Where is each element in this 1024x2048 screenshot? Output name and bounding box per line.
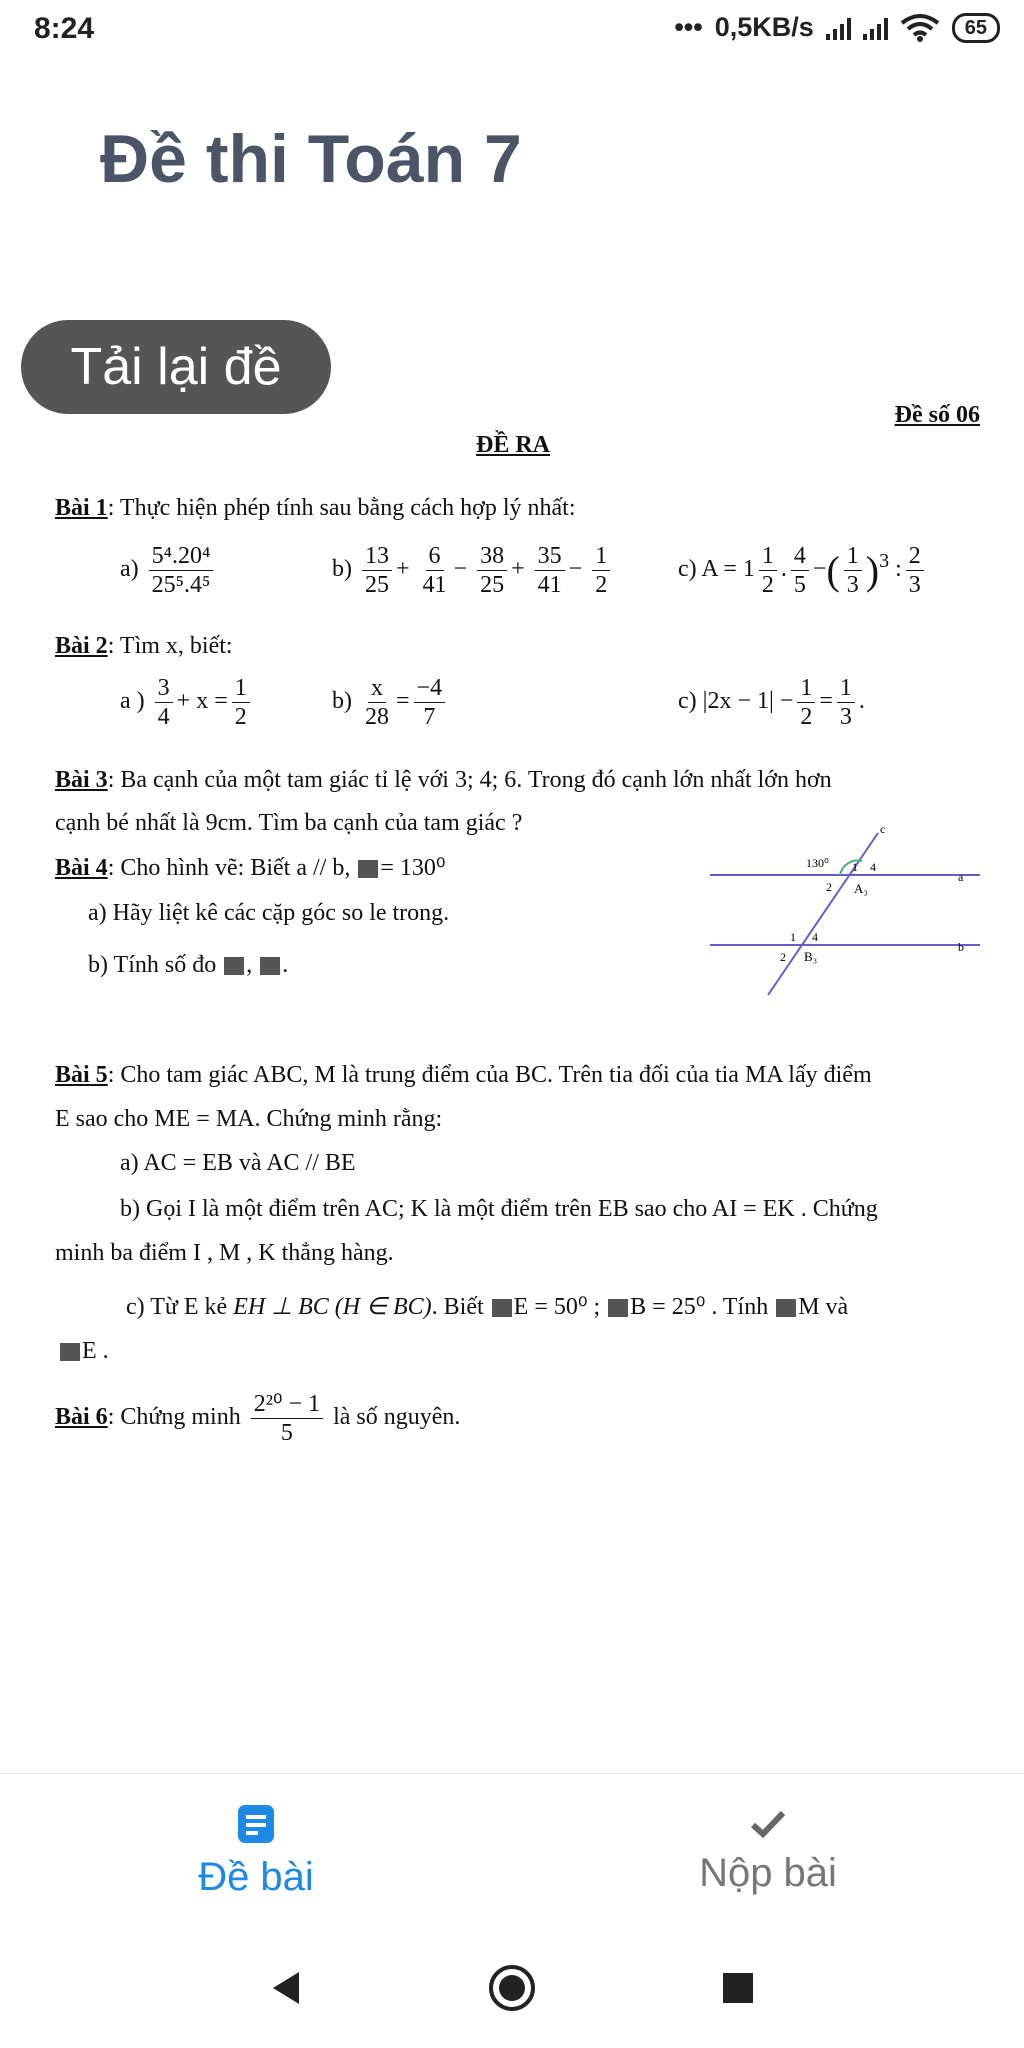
battery-icon: 65 [952, 13, 1000, 43]
problem-5c [126, 1292, 848, 1321]
label-2-bot: 2 [780, 950, 786, 964]
frac [362, 542, 392, 599]
problem-2-label: Bài 2 [55, 633, 108, 659]
frac-num: 4 [791, 542, 809, 571]
problem-1a [120, 542, 217, 599]
operator: + [511, 556, 525, 583]
operator: − [779, 688, 794, 715]
frac-den: 5 [280, 1420, 293, 1446]
expr: |2x − 1| [702, 688, 774, 715]
check-icon [748, 1807, 788, 1841]
status-time: 8:24 [34, 12, 95, 45]
frac-den: 7 [423, 704, 436, 730]
problem-5-line-1 [55, 1062, 872, 1089]
parallel-lines-figure [700, 825, 990, 1000]
problem-5b-line-2: minh ba điểm I , M , K thẳng hàng. [55, 1240, 394, 1266]
problem-2-line [55, 633, 233, 660]
problem-2c-letter: c) [678, 688, 697, 715]
label-1-top: 1 [852, 860, 858, 874]
problem-5-text-1: : Cho tam giác ABC, M là trung điểm của BC. Trên tia đối của tia MA lấy điểm [107, 1062, 872, 1088]
label-angle: 130⁰ [806, 856, 829, 870]
operator: + [396, 556, 410, 583]
frac [791, 542, 809, 599]
problem-1b [332, 542, 614, 599]
status-bar [0, 0, 1024, 62]
label-2-top: 2 [826, 880, 832, 894]
expr: A = 1 [701, 556, 755, 583]
problem-5c-angle-3: M và [798, 1294, 849, 1320]
frac [414, 674, 446, 731]
frac-num: x [368, 674, 386, 703]
problem-3-line-1 [55, 767, 832, 794]
frac-den: 2 [595, 572, 608, 598]
problem-5c-prefix: c) Từ E kẻ [126, 1294, 228, 1320]
problem-2b-letter: b) [332, 688, 352, 715]
problem-2b [332, 674, 449, 731]
frac-num: 3 [155, 674, 173, 703]
exam-document [0, 390, 1024, 1470]
frac-num: 6 [426, 542, 444, 571]
operator: − [453, 556, 468, 583]
problem-1c-letter: c) [678, 556, 697, 583]
problem-4-angle-value: = 130⁰ [380, 855, 446, 881]
angle-symbol-icon [492, 1299, 512, 1317]
home-icon[interactable] [488, 1964, 536, 2012]
back-icon[interactable] [269, 1970, 303, 2006]
frac [477, 542, 507, 599]
frac-den: 41 [537, 572, 562, 598]
tab-de-bai-label: Đề bài [198, 1855, 314, 1899]
angle-symbol-icon [358, 860, 378, 878]
problem-5-label: Bài 5 [55, 1062, 108, 1088]
frac-num: 38 [477, 542, 507, 571]
paren: ) [865, 548, 880, 593]
frac-den: 25⁵.4⁵ [151, 572, 211, 598]
problem-1b-letter: b) [332, 556, 352, 583]
operator: − [568, 556, 583, 583]
label-1-bot: 1 [790, 930, 796, 944]
frac-num: 1 [759, 542, 777, 571]
label-c: c [880, 825, 886, 836]
frac [837, 674, 855, 731]
problem-1-line [55, 495, 576, 522]
problem-6-line [55, 1390, 460, 1447]
frac-num: 1 [797, 674, 815, 703]
angle-symbol-icon [260, 957, 280, 975]
problem-2a-letter: a ) [120, 688, 145, 715]
frac-den: 2 [800, 704, 813, 730]
frac-num: 5⁴.20⁴ [149, 542, 214, 571]
network-speed: 0,5KB/s [714, 12, 814, 42]
frac [759, 542, 777, 599]
frac-den: 3 [846, 572, 859, 598]
label-B3: B₃ [804, 949, 818, 964]
expr: + x = [176, 688, 228, 715]
problem-2c [678, 674, 865, 731]
problem-4a: a) Hãy liệt kê các cặp góc so le trong. [88, 900, 450, 926]
problem-4-line [55, 853, 446, 882]
exam-heading: ĐỀ RA [476, 432, 551, 458]
frac-den: 3 [839, 704, 852, 730]
frac-den: 2 [761, 572, 774, 598]
operator: : [895, 556, 902, 583]
problem-5c-angle-4: E . [82, 1338, 109, 1364]
signal-icon-2 [863, 16, 888, 40]
problem-5c-line-2 [58, 1338, 109, 1365]
frac [232, 674, 250, 731]
frac-num: 1 [232, 674, 250, 703]
signal-icon [826, 16, 851, 40]
problem-1-label: Bài 1 [55, 495, 108, 521]
operator: . [780, 556, 787, 583]
paren: ( [826, 548, 840, 593]
frac-num: 13 [362, 542, 392, 571]
document-icon [236, 1803, 276, 1845]
problem-5c-given: . Biết [431, 1294, 484, 1320]
problem-6-label: Bài 6 [55, 1404, 108, 1431]
tab-nop-bai[interactable] [512, 1774, 1024, 1929]
frac [420, 542, 450, 599]
page-title: Đề thi Toán 7 [100, 121, 522, 197]
angle-symbol-icon [60, 1343, 80, 1361]
label-4-top: 4 [870, 860, 876, 874]
problem-1a-fraction [149, 542, 214, 599]
label-a: a [958, 870, 964, 884]
frac-num: 2 [906, 542, 924, 571]
problem-6-tail: là số nguyên. [333, 1404, 461, 1431]
problem-5c-angle-1: E = 50⁰ ; [513, 1294, 601, 1320]
frac-num: 35 [535, 542, 565, 571]
problem-5b-line-1: b) Gọi I là một điểm trên AC; K là một điểm trên EB sao cho AI = EK . Chứng [120, 1196, 878, 1222]
frac-num: 1 [592, 542, 610, 571]
wifi-icon [900, 14, 940, 42]
frac-num: 2²⁰ − 1 [251, 1390, 323, 1419]
label-4-bot: 4 [812, 930, 818, 944]
system-navigation-bar [0, 1928, 1024, 2048]
frac [535, 542, 565, 599]
frac [155, 674, 173, 731]
separator: . [282, 952, 289, 978]
frac [797, 674, 815, 731]
reload-exam-button[interactable]: Tải lại đề [21, 320, 331, 414]
frac-den: 4 [157, 704, 170, 730]
frac [592, 542, 610, 599]
status-icons [674, 12, 1000, 43]
problem-4-label: Bài 4 [55, 855, 108, 881]
problem-5c-angle-2: B = 25⁰ . Tính [630, 1294, 769, 1320]
angle-symbol-icon [224, 957, 244, 975]
label-b: b [958, 940, 964, 954]
problem-2-text: : Tìm x, biết: [107, 633, 233, 659]
frac-den: 2 [234, 704, 247, 730]
problem-5a: a) AC = EB và AC // BE [120, 1150, 356, 1176]
operator: = [396, 688, 410, 715]
frac-den: 3 [908, 572, 921, 598]
frac-den: 25 [365, 572, 389, 598]
bottom-navigation [0, 1773, 1024, 1929]
label-A3: A₃ [854, 881, 868, 896]
more-dots-icon: ••• [674, 12, 703, 42]
frac-den: 25 [480, 572, 505, 598]
problem-3-text-2: cạnh bé nhất là 9cm. Tìm ba cạnh của tam giác ? [55, 810, 523, 836]
frac-den: 41 [422, 572, 447, 598]
tab-nop-bai-label: Nộp bài [699, 1851, 837, 1895]
frac [844, 542, 862, 599]
frac-den: 5 [793, 572, 806, 598]
angle-symbol-icon [608, 1299, 628, 1317]
problem-1a-letter: a) [120, 556, 139, 583]
problem-1-text: : Thực hiện phép tính sau bằng cách hợp lý nhất: [107, 495, 576, 521]
problem-6-text: : Chứng minh [107, 1404, 241, 1431]
frac [362, 674, 392, 731]
exam-number: Đề số 06 [894, 402, 980, 428]
tab-de-bai[interactable] [0, 1774, 512, 1929]
problem-5-text-2: E sao cho ME = MA. Chứng minh rằng: [55, 1106, 443, 1132]
problem-4-text: : Cho hình vẽ: Biết a // b, [107, 855, 351, 881]
problem-6-fraction [251, 1390, 323, 1447]
separator: , [246, 952, 253, 978]
frac [906, 542, 924, 599]
problem-4b-text: b) Tính số đo [88, 952, 217, 978]
frac-den: 28 [365, 704, 389, 730]
problem-1c [678, 542, 928, 599]
recents-icon[interactable] [721, 1971, 755, 2005]
problem-5c-condition: EH ⊥ BC (H ∈ BC) [233, 1294, 432, 1320]
operator: − [812, 556, 827, 583]
exponent: 3 [879, 550, 890, 573]
problem-3-text-1: : Ba cạnh của một tam giác tỉ lệ với 3; 4; 6. Trong đó cạnh lớn nhất lớn hơn [107, 767, 832, 793]
frac-num: 1 [844, 542, 862, 571]
operator: = [819, 688, 833, 715]
frac-num: −4 [414, 674, 446, 703]
problem-3-label: Bài 3 [55, 767, 108, 793]
angle-symbol-icon [776, 1299, 796, 1317]
problem-4b [88, 952, 288, 979]
problem-2a [120, 674, 254, 731]
operator: . [858, 688, 865, 715]
frac-num: 1 [837, 674, 855, 703]
